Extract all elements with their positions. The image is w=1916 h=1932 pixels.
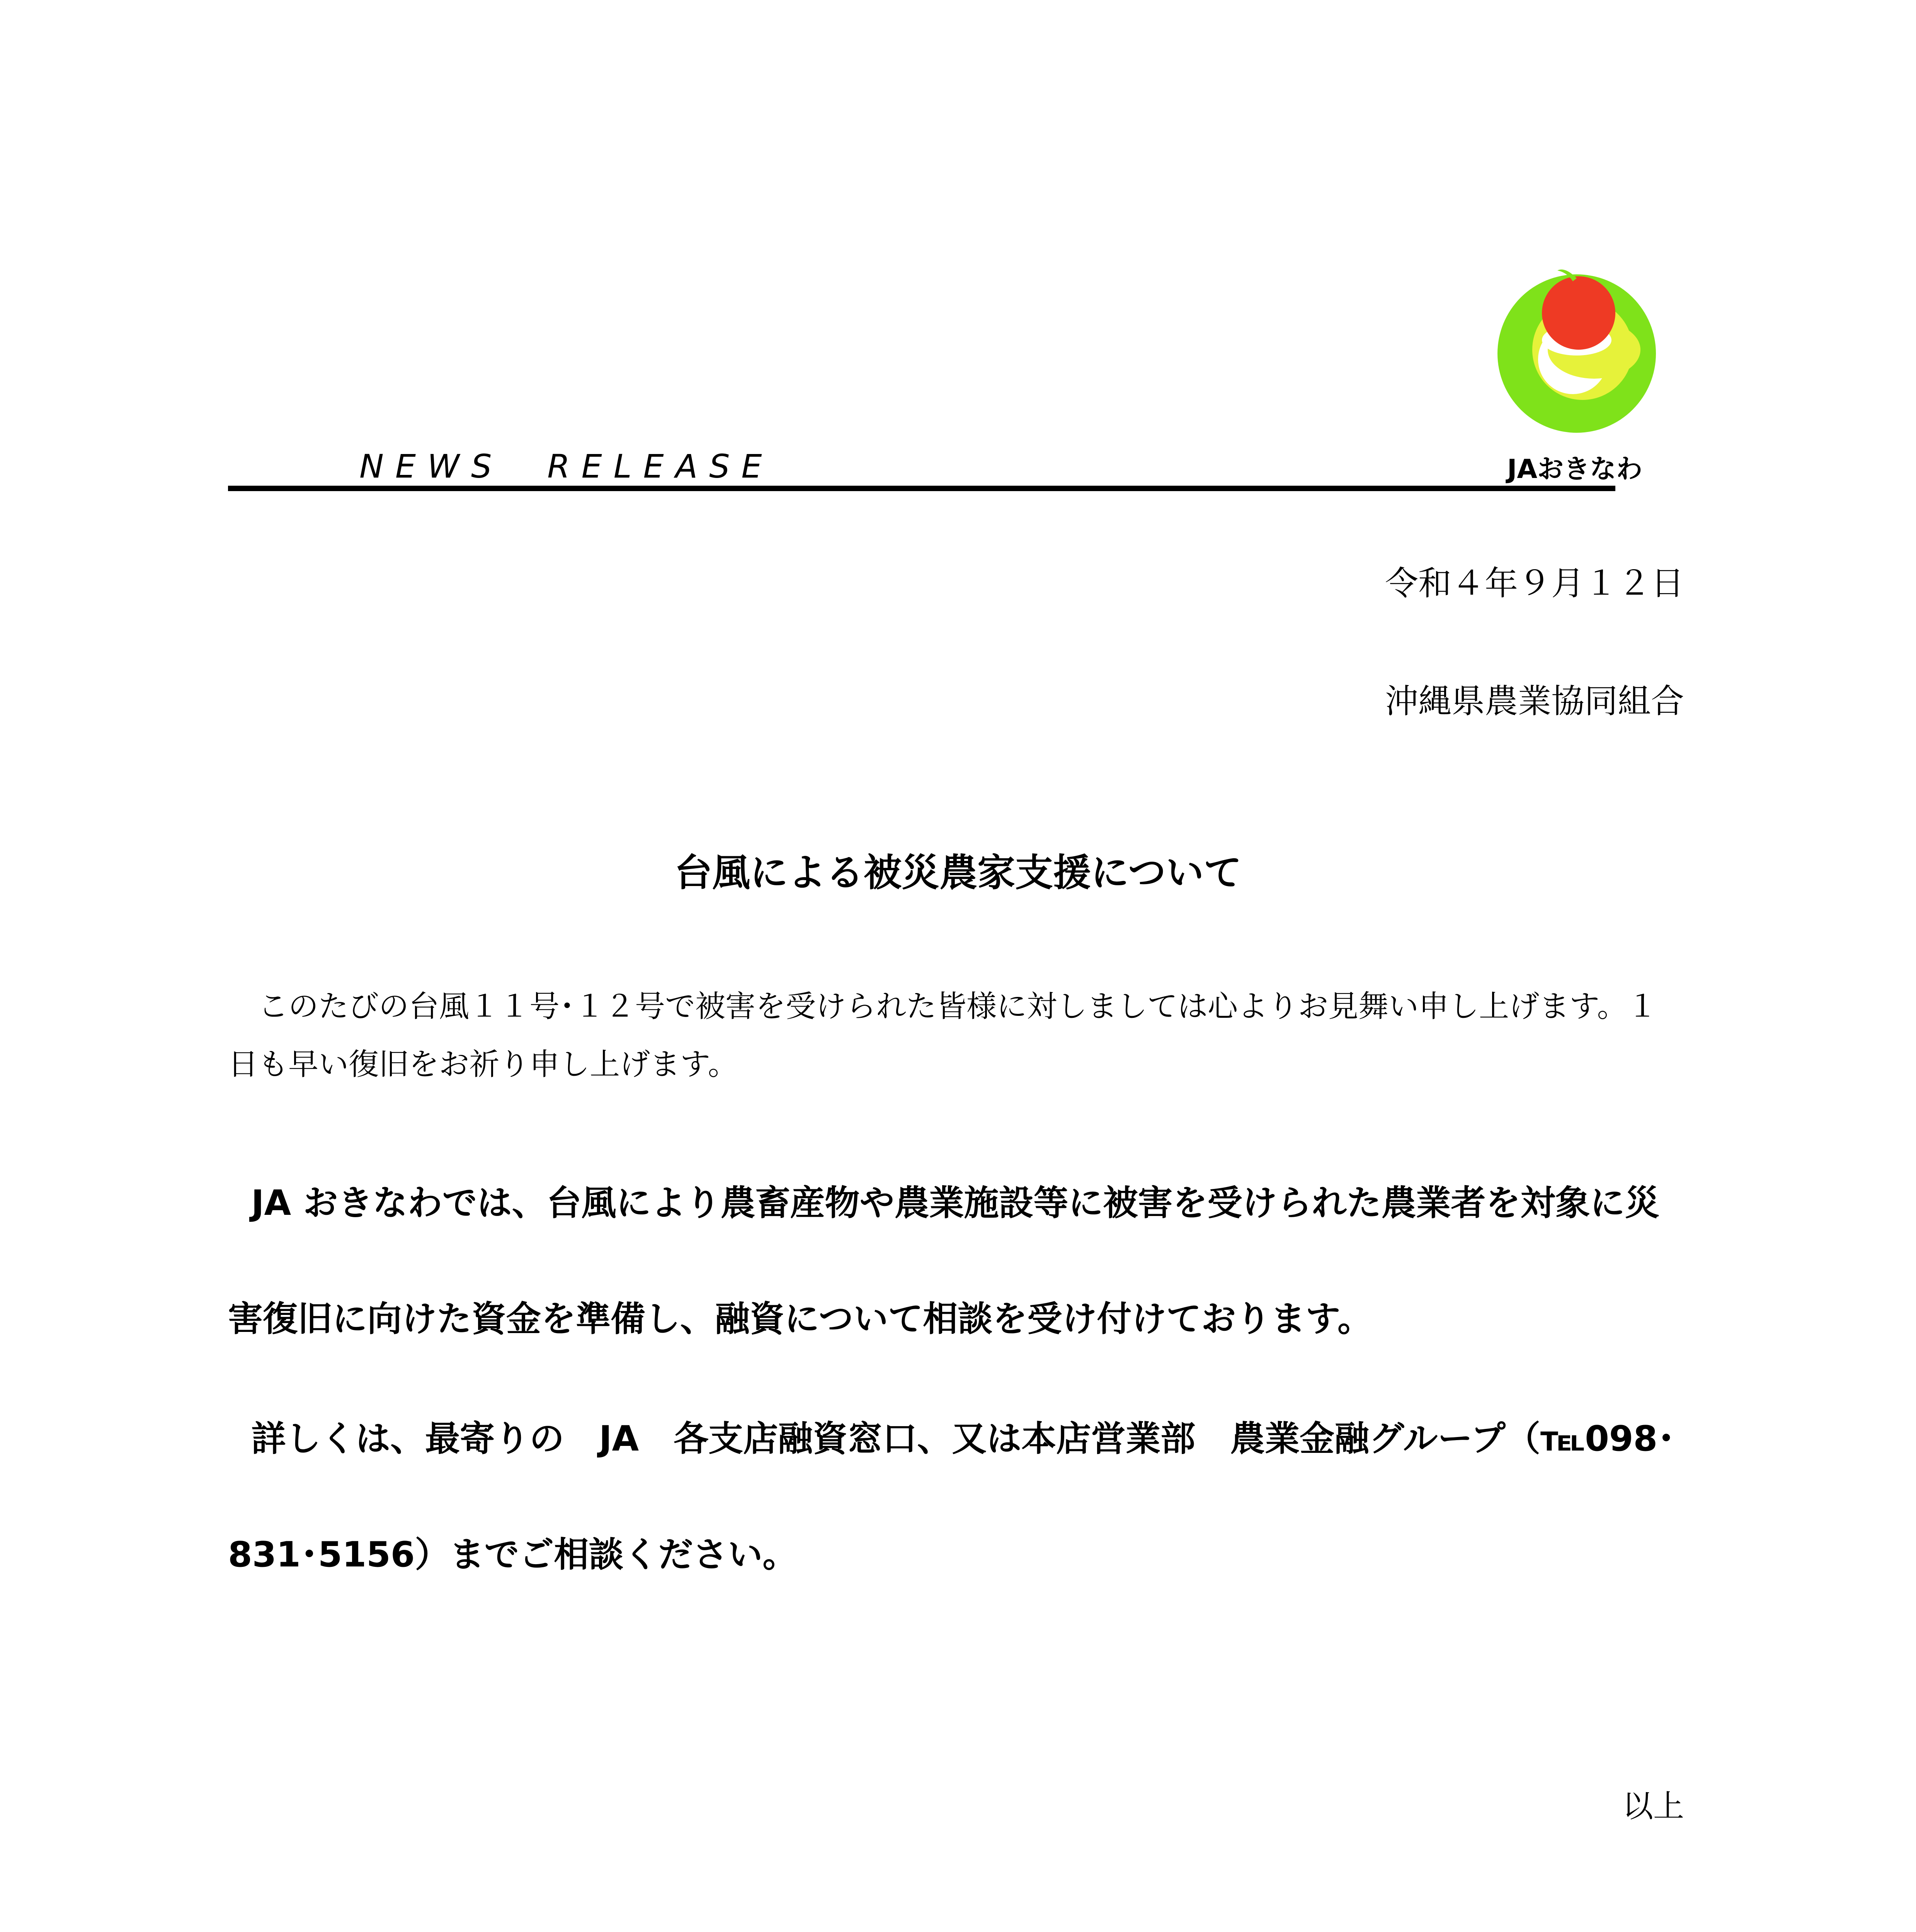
contact-paragraph-line2: 831･5156）までご相談ください。 bbox=[228, 1534, 798, 1575]
support-paragraph-line2: 害復旧に向けた資金を準備し、融資について相談を受け付けております。 bbox=[228, 1299, 1372, 1339]
greeting-paragraph: このたびの台風１１号･１２号で被害を受けられた皆様に対しましては心よりお見舞い申し上げます。１日も早い復旧をお祈り申し上げます。 bbox=[228, 989, 1657, 1082]
support-paragraph-line1: JA おきなわでは、台風により農畜産物や農業施設等に被害を受けられた農業者を対象に災 bbox=[251, 1183, 1660, 1223]
news-release-label: NEWS RELEASE bbox=[359, 447, 774, 485]
release-date: 令和４年９月１２日 bbox=[1385, 564, 1684, 603]
closing-mark: 以上 bbox=[1622, 1788, 1684, 1824]
contact-paragraph-line1: 詳しくは、最寄りの JA 各支店融資窓口、又は本店営業部 農業金融グループ（℡098･ bbox=[251, 1418, 1675, 1459]
organization-name: 沖縄県農業協同組合 bbox=[1385, 682, 1684, 721]
ja-logo-icon bbox=[1461, 267, 1689, 448]
header-rule bbox=[228, 486, 1615, 491]
ja-okinawa-logo bbox=[1461, 267, 1689, 487]
document-title: 台風による被災農家支援について bbox=[674, 851, 1242, 895]
logo-text: JAおきなわ bbox=[1507, 454, 1642, 485]
